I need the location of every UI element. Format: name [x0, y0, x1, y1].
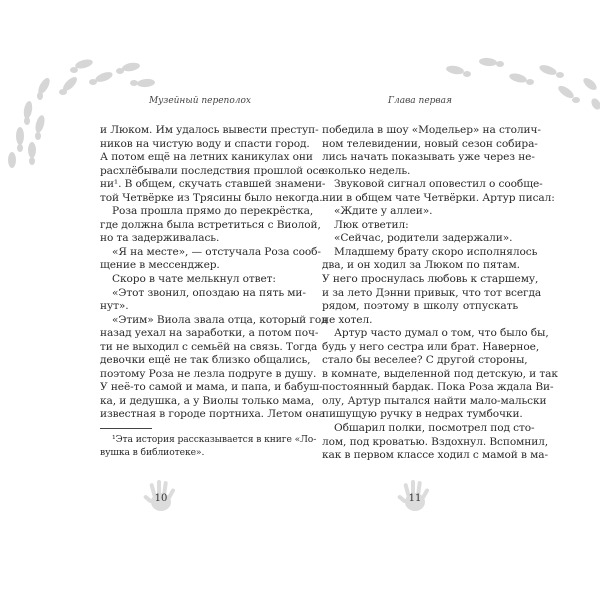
right-page-body	[322, 124, 558, 463]
text-line: известная в городе портниха. Летом она	[100, 408, 326, 421]
text-line: нии в общем чате Четвёрки. Артур писал:	[322, 191, 555, 204]
text-line: поэтому Роза не лезла подруге в душу.	[100, 367, 317, 380]
text-line: Люк ответил:	[334, 218, 409, 231]
text-line: ников на чистую воду и спасти город.	[100, 137, 310, 150]
text-line: Артур часто думал о том, что было бы,	[334, 327, 549, 340]
text-line: «Этим» Виола звала отца, который год	[112, 313, 328, 326]
text-line: назад уехал на заработки, а потом поч-	[100, 327, 319, 340]
text-line: расхлёбывали последствия прошлой осе-	[100, 164, 329, 177]
text-line: стало бы веселее? С другой стороны,	[322, 354, 528, 367]
text-line: Роза прошла прямо до перекрёстка,	[112, 205, 314, 218]
text-line: победила в шоу «Модельер» на столич-	[322, 124, 541, 136]
text-line: и Люком. Им удалось вывести преступ-	[100, 124, 319, 136]
text-line: сколько недель.	[322, 164, 411, 177]
footnote-divider	[100, 428, 152, 429]
text-line: А потом ещё на летних каникулах они	[100, 151, 313, 164]
text-line: в комнате, выделенной под детскую, и так	[322, 367, 558, 380]
text-line: Скоро в чате мелькнул ответ:	[112, 273, 276, 286]
text-line: пишущую ручку в недрах тумбочки.	[322, 408, 523, 421]
text-line: ном телевидении, новый сезон собира-	[322, 137, 538, 150]
footnote	[100, 434, 317, 459]
text-line: щение в мессенджер.	[100, 259, 220, 272]
text-line: не хотел.	[322, 313, 373, 326]
text-line: ни¹. В общем, скучать ставшей знамени-	[100, 178, 326, 191]
text-line: будь у него сестра или брат. Наверное,	[322, 340, 540, 353]
text-line: «Ждите у аллеи».	[334, 205, 433, 218]
text-line: нут».	[100, 300, 129, 313]
page-number: 11	[408, 493, 422, 504]
text-line: «Этот звонил, опоздаю на пять ми-	[112, 286, 306, 299]
text-line: олу, Артур пытался найти мало-мальски	[322, 394, 547, 407]
page-number-left	[141, 478, 181, 514]
text-line: «Я на месте», — отстучала Роза сооб-	[112, 245, 321, 258]
page-number: 10	[154, 493, 168, 504]
text-line: лись начать показывать уже через не-	[322, 151, 535, 164]
page-number-right	[395, 478, 435, 514]
text-line: и за лето Дэнни привык, что тот всегда	[322, 286, 542, 299]
running-header-left: Музейный переполох	[148, 96, 252, 106]
text-line: постоянный бардак. Пока Роза ждала Ви-	[322, 381, 554, 394]
text-line: рядом, поэтому в школу отпускать	[322, 300, 518, 313]
text-line: но та задерживалась.	[100, 232, 220, 245]
text-line: вушка в библиотеке».	[100, 446, 205, 458]
text-line: У неё-то самой и мама, и папа, и бабуш-	[100, 381, 323, 394]
text-line: Младшему брату скоро исполнялось	[334, 245, 538, 258]
text-line: девочки ещё не так близко общались,	[100, 354, 311, 367]
text-line: два, и он ходил за Люком по пятам.	[322, 259, 520, 272]
text-line: У него проснулась любовь к старшему,	[322, 273, 539, 286]
left-page-body	[100, 124, 329, 459]
text-line: той Четвёрке из Трясины было некогда.	[100, 191, 323, 204]
text-line: где должна была встретиться с Виолой,	[100, 218, 321, 231]
text-line: лом, под кроватью. Вздохнул. Вспомнил,	[322, 435, 549, 448]
text-line: «Сейчас, родители задержали».	[334, 232, 513, 245]
text-line: как в первом классе ходил с мамой в ма-	[322, 449, 548, 462]
text-line: ти не выходил с семьёй на связь. Тогда	[100, 340, 318, 353]
text-line: ¹Эта история рассказывается в книге «Ло-	[112, 434, 317, 446]
text-line: Звуковой сигнал оповестил о сообще-	[334, 178, 543, 191]
text-line: ка, и дедушка, а у Виолы только мама,	[100, 394, 315, 407]
text-line: Обшарил полки, посмотрел под сто-	[334, 422, 535, 435]
running-header-right: Глава первая	[388, 96, 452, 106]
